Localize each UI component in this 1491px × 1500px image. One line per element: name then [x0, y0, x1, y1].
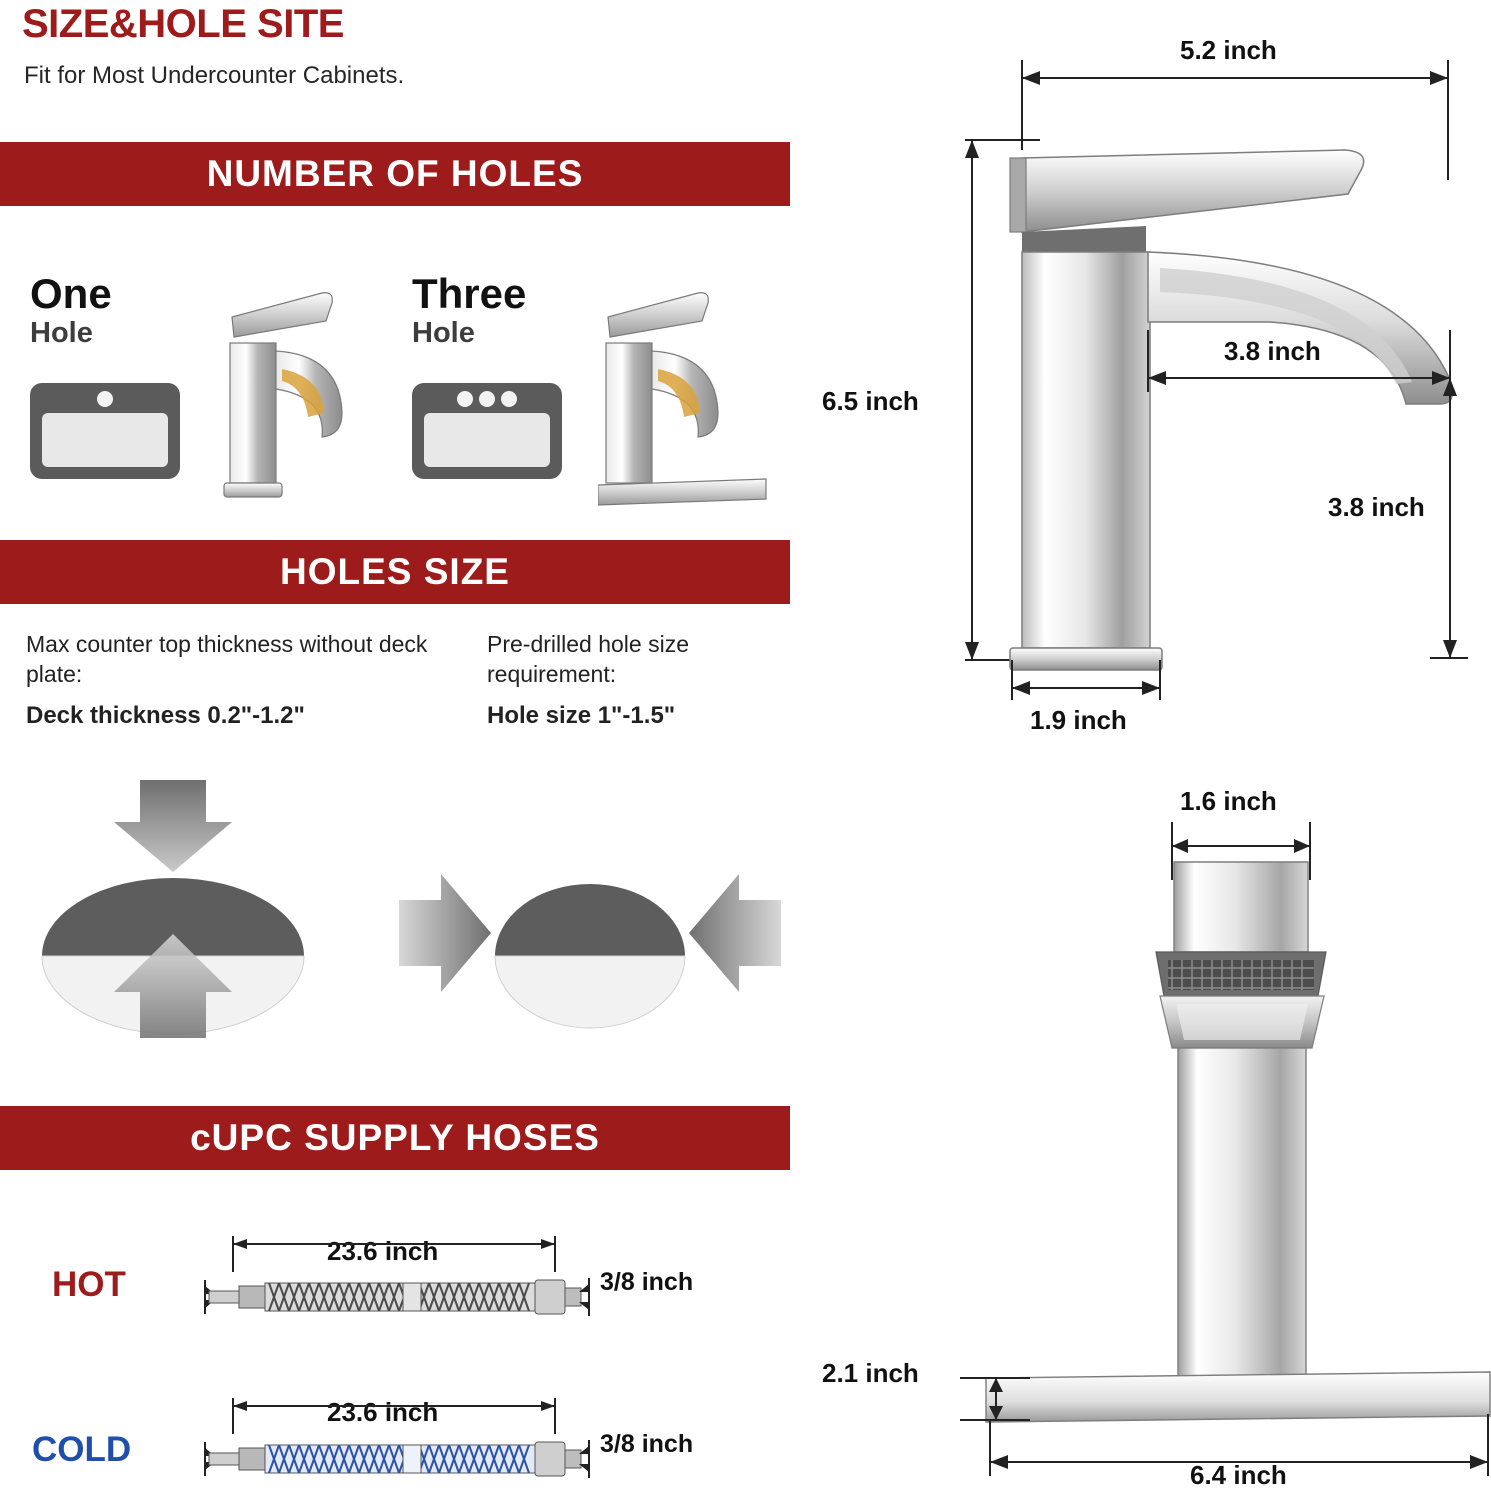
sink-basin: [424, 413, 550, 467]
hose-drawing-hot: [195, 1228, 605, 1338]
hole-options-row: [0, 255, 790, 515]
section-header-supply-hoses: cUPC SUPPLY HOSES: [0, 1106, 790, 1170]
hose-length-cold: 23.6 inch: [327, 1397, 439, 1427]
faucet-illustration-with-deck-plate: [598, 277, 778, 527]
hose-label-hot: HOT: [52, 1265, 126, 1304]
hole-size-diagram: [395, 770, 785, 1060]
sink-diagram-three-hole: [412, 383, 562, 479]
hole-option-three-label: [412, 270, 527, 351]
hose-label-cold: COLD: [32, 1430, 132, 1469]
dimension-deck-plate-height: 2.1 inch: [822, 1358, 919, 1388]
dimension-deck-plate-width: 6.4 inch: [1190, 1460, 1287, 1490]
hose-diameter-hot: 3/8 inch: [600, 1268, 694, 1296]
sink-hole-icon: [457, 391, 473, 407]
holes-size-right-text: [487, 630, 787, 731]
faucet-side-view-diagram: [800, 0, 1491, 760]
hole-option-one-label: [30, 270, 112, 351]
sink-hole-icon: [97, 391, 113, 407]
hole-size-value: Hole size 1"-1.5": [487, 701, 676, 729]
page-subtitle: Fit for Most Undercounter Cabinets.: [24, 62, 405, 89]
section-header-holes-size: HOLES SIZE: [0, 540, 790, 604]
hole-option-one-unit: Hole: [30, 317, 93, 349]
deck-thickness-value: Deck thickness 0.2"-1.2": [26, 701, 305, 729]
right-column: [800, 0, 1491, 1500]
hose-length-hot: 23.6 inch: [327, 1236, 439, 1266]
sink-basin: [42, 413, 168, 467]
hole-option-three-unit: Hole: [412, 317, 475, 349]
dimension-spout-width-top: 5.2 inch: [1180, 35, 1277, 65]
hole-option-three-count: Three: [412, 270, 527, 317]
dimension-base-width: 1.9 inch: [1030, 705, 1127, 735]
dimension-body-depth: 1.6 inch: [1180, 786, 1277, 816]
page-title: SIZE&HOLE SITE: [22, 2, 344, 46]
hose-drawing-cold: [195, 1390, 605, 1500]
max-thickness-text: Max counter top thickness without deck plate:: [26, 631, 428, 687]
hole-option-one-count: One: [30, 270, 112, 317]
holes-size-left-text: [26, 630, 456, 731]
hose-diameter-cold: 3/8 inch: [600, 1430, 694, 1458]
section-header-number-of-holes: NUMBER OF HOLES: [0, 142, 790, 206]
predrilled-hole-text: Pre-drilled hole size requirement:: [487, 631, 689, 687]
dimension-total-height: 6.5 inch: [822, 386, 919, 416]
dimension-spout-height: 3.8 inch: [1328, 492, 1425, 522]
sink-diagram-one-hole: [30, 383, 180, 479]
deck-thickness-diagram: [30, 770, 330, 1060]
faucet-illustration-single-hole: [222, 277, 372, 507]
dimension-spout-reach: 3.8 inch: [1224, 336, 1321, 366]
sink-hole-icon: [479, 391, 495, 407]
sink-hole-icon: [501, 391, 517, 407]
